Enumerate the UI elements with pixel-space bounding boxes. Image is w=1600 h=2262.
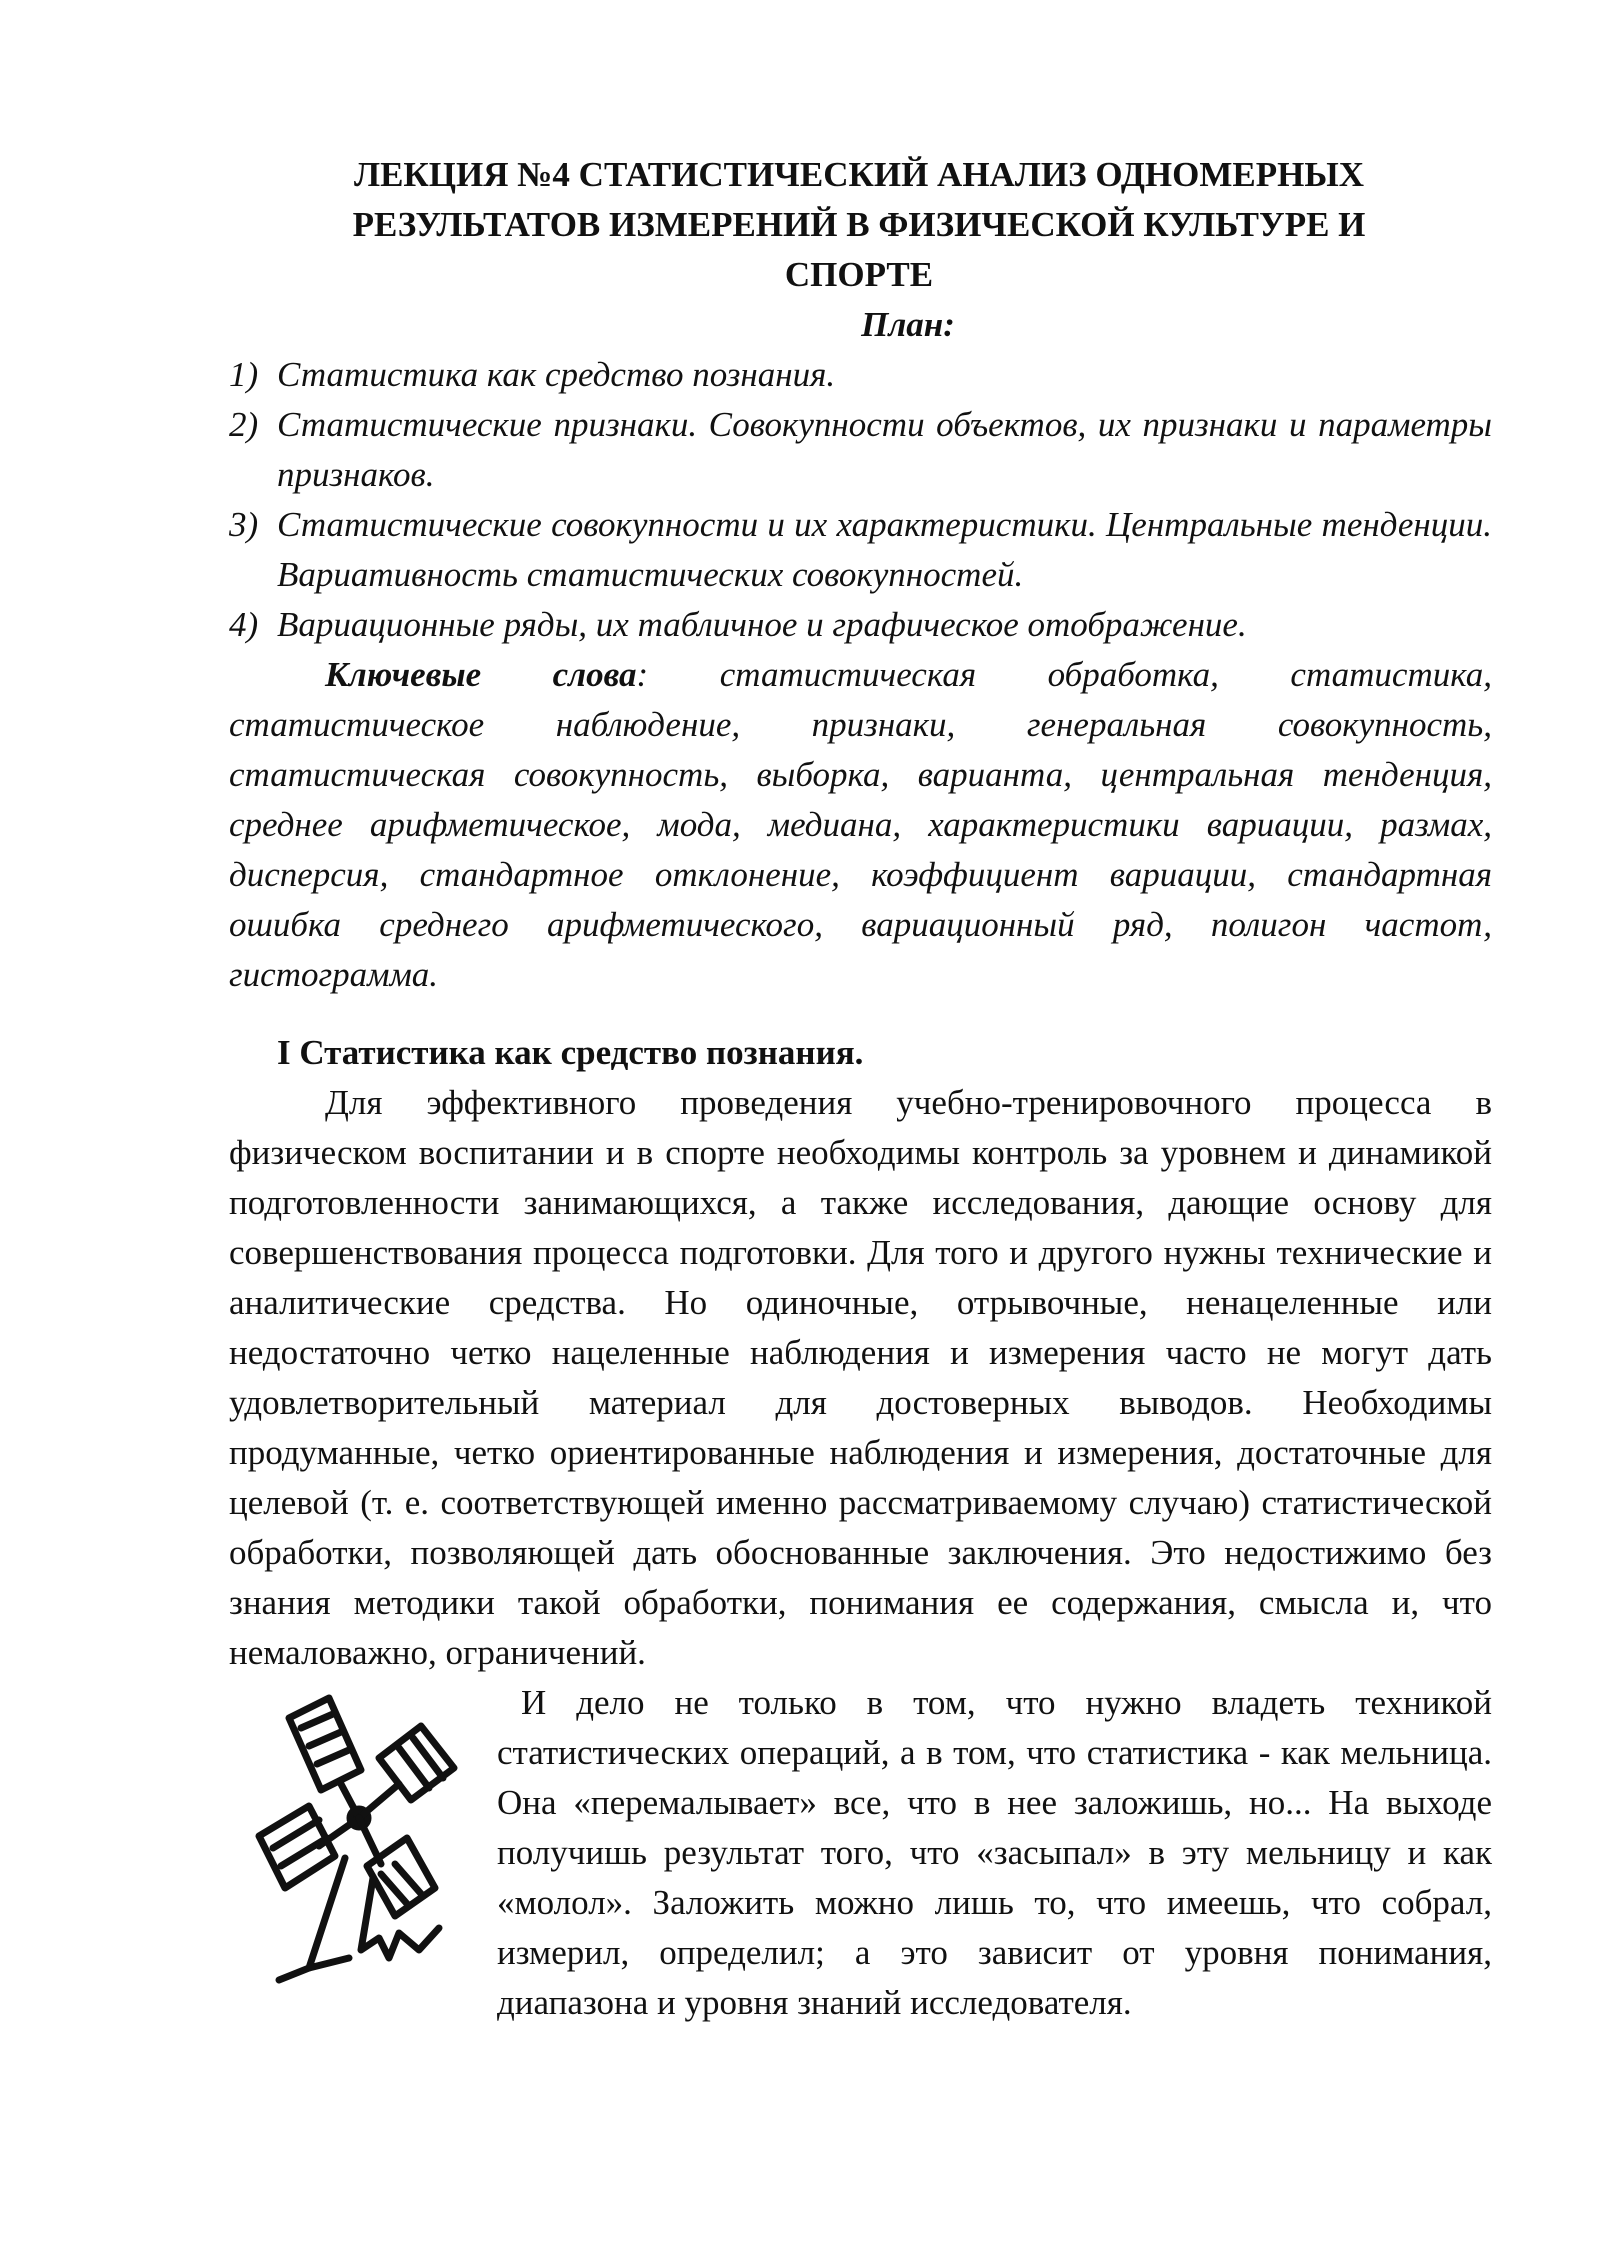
keywords-text: статистическая обработка, статистика, статистическое наблюдение, признаки, генеральная совокупность, статистическая совокупность, выборка, варианта, центральная тенденция, среднее арифметическое, мода, медиана, характеристики вариации, размах, дисперсия, стандартное отклонение, коэффициент вариации, стандартная ошибка среднего арифметического, вариационный ряд, полигон частот, гистограмма. <box>229 655 1492 994</box>
keywords-label: Ключевые слова <box>325 655 637 694</box>
plan-item-number: 1) <box>229 355 259 394</box>
plan-item <box>229 350 1492 400</box>
plan-item-text: Вариационные ряды, их табличное и графическое отображение. <box>277 605 1247 644</box>
keywords-paragraph <box>229 650 1492 1000</box>
windmill-icon <box>249 1688 479 1988</box>
plan-item-text: Статистика как средство познания. <box>277 355 836 394</box>
body-paragraph: Для эффективного проведения учебно-тренировочного процесса в физическом воспитании и в спорте необходимы контроль за уровнем и динамикой подготовленности занимающихся, а также исследования, дающие основу для совершенствования процесса подготовки. Для того и другого нужны технические и аналитические средства. Но одиночные, отрывочные, ненацеленные или недостаточно четко нацеленные наблюдения и измерения часто не могут дать удовлетворительный материал для достоверных выводов. Необходимы продуманные, четко ориентированные наблюдения и измерения, достаточные для целевой (т. е. соответствующей именно рассматриваемому случаю) статистической обработки, позволяющей дать обоснованные заключения. Это недостижимо без знания методики такой обработки, понимания ее содержания, смысла и, что немаловажно, ограничений. <box>229 1083 1492 1672</box>
plan-item-text: Статистические признаки. Совокупности объектов, их признаки и параметры признаков. <box>277 405 1492 494</box>
keywords-colon: : <box>636 655 649 694</box>
plan-item-number: 2) <box>229 405 259 444</box>
body-paragraph-wrapped: И дело не только в том, что нужно владеть техникой статистических операций, а в том, что статистика - как мельница. Она «перемалывает» все, что в нее заложишь, но... На выходе получишь результат того, что «засыпал» в эту мельницу и как «молол». Заложить можно лишь то, что имеешь, что собрал, измерил, определил; а это зависит от уровня понимания, диапазона и уровня знаний исследователя. <box>497 1683 1492 2022</box>
plan-list <box>229 350 1492 650</box>
plan-heading: План: <box>861 305 955 344</box>
page-title: ЛЕКЦИЯ №4 СТАТИСТИЧЕСКИЙ АНАЛИЗ ОДНОМЕРНЫХ РЕЗУЛЬТАТОВ ИЗМЕРЕНИЙ В ФИЗИЧЕСКОЙ КУЛЬТУРЕ И СПОРТЕ <box>352 155 1366 294</box>
plan-item-text: Статистические совокупности и их характеристики. Центральные тенденции. Вариативность статистических совокупностей. <box>277 505 1492 594</box>
plan-item <box>229 400 1492 500</box>
plan-item-number: 3) <box>229 505 259 544</box>
plan-item-number: 4) <box>229 605 259 644</box>
windmill-text-block <box>229 1678 1492 2028</box>
plan-item <box>229 600 1492 650</box>
section-heading: I Статистика как средство познания. <box>277 1033 864 1072</box>
document-page <box>229 150 1492 2028</box>
plan-item <box>229 500 1492 600</box>
